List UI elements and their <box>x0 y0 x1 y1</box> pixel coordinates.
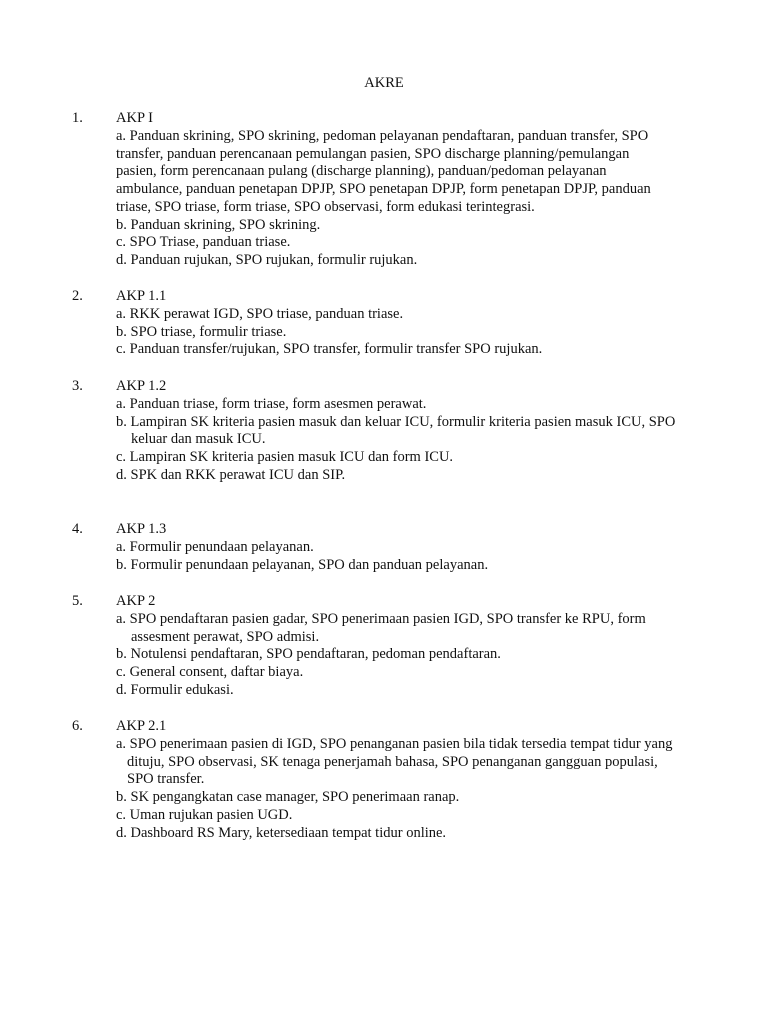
section-number: 6. <box>72 718 83 734</box>
list-item <box>116 825 710 843</box>
section-number: 3. <box>72 378 83 394</box>
item-line: b. Panduan skrining, SPO skrining. <box>116 216 321 233</box>
item-line: c. Lampiran SK kriteria pasien masuk ICU dan form ICU. <box>116 449 454 466</box>
section-heading: AKP 1.3 <box>116 521 167 537</box>
item-line: b. SK pengangkatan case manager, SPO penerimaan ranap. <box>116 789 460 806</box>
section-number: 2. <box>72 288 83 304</box>
list-item <box>116 807 710 825</box>
item-line: c. Panduan transfer/rujukan, SPO transfer, formulir transfer SPO rujukan. <box>116 341 543 358</box>
list-item <box>116 414 710 449</box>
list-item <box>116 736 710 789</box>
section-heading: AKP I <box>116 110 153 126</box>
list-item <box>116 682 710 700</box>
item-line: c. SPO Triase, panduan triase. <box>116 234 291 251</box>
item-line: b. Notulensi pendaftaran, SPO pendaftaran, pedoman pendaftaran. <box>116 646 501 663</box>
section-body <box>116 286 710 359</box>
list-item <box>116 539 710 557</box>
item-line: a. Formulir penundaan pelayanan. <box>116 539 314 555</box>
list-item <box>116 341 710 359</box>
item-line: pasien, form perencanaan pulang (discharge planning), panduan/pedoman pelayanan <box>116 163 607 180</box>
item-line: triase, SPO triase, form triase, SPO observasi, form edukasi terintegrasi. <box>116 198 535 215</box>
item-line: SPO transfer. <box>127 771 205 788</box>
list-item <box>116 789 710 807</box>
section-body <box>116 591 710 700</box>
item-line: a. Panduan triase, form triase, form asesmen perawat. <box>116 396 427 412</box>
item-line: b. Formulir penundaan pelayanan, SPO dan panduan pelayanan. <box>116 556 489 573</box>
item-line: d. SPK dan RKK perawat ICU dan SIP. <box>116 466 346 483</box>
list-item <box>116 128 710 217</box>
section-number: 1. <box>72 110 83 126</box>
item-line: a. Panduan skrining, SPO skrining, pedoman pelayanan pendaftaran, panduan transfer, SPO <box>116 128 649 144</box>
item-line: b. Lampiran SK kriteria pasien masuk dan keluar ICU, formulir kriteria pasien masuk ICU, SPO <box>116 413 676 430</box>
section-heading: AKP 1.2 <box>116 378 167 394</box>
list-item <box>116 252 710 270</box>
item-line: keluar dan masuk ICU. <box>131 431 266 448</box>
list-item <box>116 306 710 324</box>
item-line: d. Dashboard RS Mary, ketersediaan tempat tidur online. <box>116 824 447 841</box>
section-body <box>116 376 710 485</box>
item-line: d. Formulir edukasi. <box>116 681 234 698</box>
item-line: a. SPO penerimaan pasien di IGD, SPO penanganan pasien bila tidak tersedia tempat tidur yang <box>116 736 673 752</box>
list-item <box>116 611 710 646</box>
section-heading: AKP 2.1 <box>116 718 167 734</box>
item-line: c. Uman rujukan pasien UGD. <box>116 806 293 823</box>
list-item <box>116 557 710 575</box>
item-line: a. SPO pendaftaran pasien gadar, SPO penerimaan pasien IGD, SPO transfer ke RPU, form <box>116 611 646 627</box>
list-item <box>116 234 710 252</box>
list-item <box>116 396 710 414</box>
item-line: dituju, SPO observasi, SK tenaga penerjamah bahasa, SPO penanganan gangguan populasi, <box>127 753 658 770</box>
section-body <box>116 519 710 574</box>
section-heading: AKP 1.1 <box>116 288 167 304</box>
item-line: b. SPO triase, formulir triase. <box>116 323 287 340</box>
section-heading: AKP 2 <box>116 593 156 609</box>
list-item <box>116 646 710 664</box>
section-number: 4. <box>72 521 83 537</box>
item-line: a. RKK perawat IGD, SPO triase, panduan triase. <box>116 306 404 322</box>
list-item <box>116 324 710 342</box>
list-item <box>116 664 710 682</box>
list-item <box>116 449 710 467</box>
item-line: transfer, panduan perencanaan pemulangan pasien, SPO discharge planning/pemulangan <box>116 145 630 162</box>
list-item <box>116 217 710 235</box>
list-item <box>116 467 710 485</box>
section-body <box>116 108 710 270</box>
item-line: d. Panduan rujukan, SPO rujukan, formulir rujukan. <box>116 251 418 268</box>
section-body <box>116 716 710 842</box>
document-title: AKRE <box>364 75 404 91</box>
item-line: ambulance, panduan penetapan DPJP, SPO penetapan DPJP, form penetapan DPJP, panduan <box>116 181 651 198</box>
item-line: assesment perawat, SPO admisi. <box>131 628 320 645</box>
item-line: c. General consent, daftar biaya. <box>116 664 304 681</box>
section-number: 5. <box>72 593 83 609</box>
